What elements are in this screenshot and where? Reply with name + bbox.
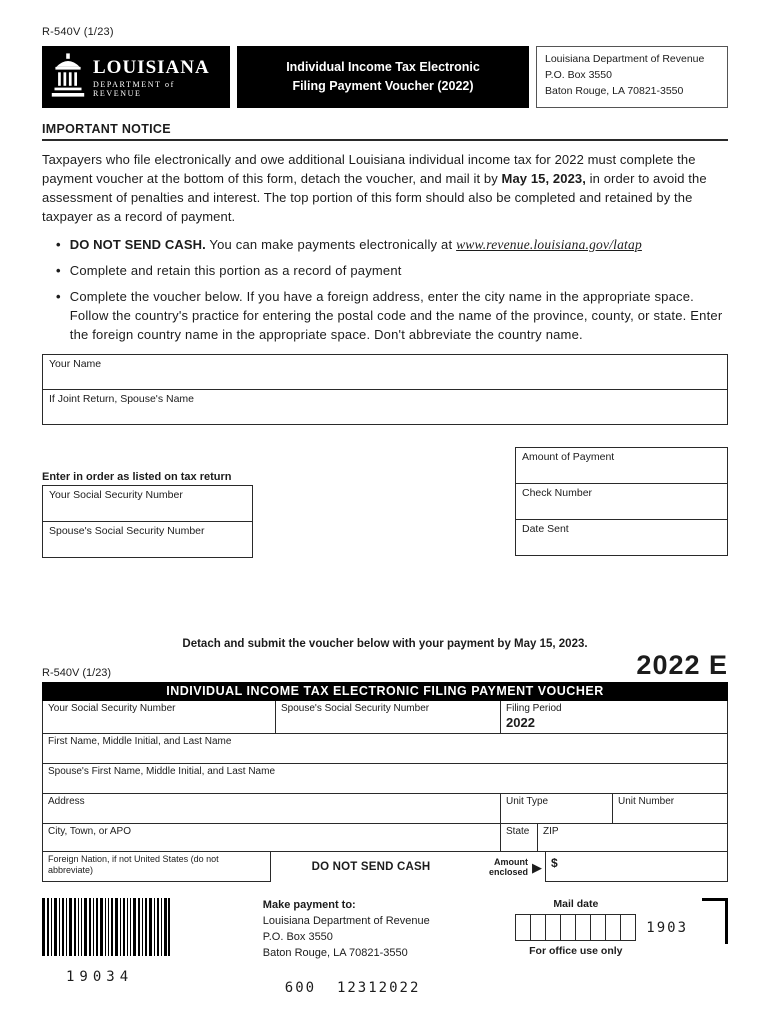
voucher-spouse-ssn-label: Spouse's Social Security Number xyxy=(281,703,430,714)
agency-address-line2: P.O. Box 3550 xyxy=(545,68,612,81)
unit-number-label: Unit Number xyxy=(618,796,675,807)
payment-record-column xyxy=(515,447,728,558)
voucher-row-city xyxy=(43,824,727,852)
mail-date-cell[interactable] xyxy=(590,914,606,941)
bullet-complete-voucher xyxy=(56,287,728,344)
spouse-first-name-label: Spouse's First Name, Middle Initial, and Last Name xyxy=(48,766,276,777)
office-use-label: For office use only xyxy=(529,945,623,957)
mail-date-cell[interactable] xyxy=(605,914,621,941)
mail-date-cell[interactable] xyxy=(560,914,576,941)
voucher-footer xyxy=(42,898,728,998)
first-name-field[interactable] xyxy=(43,734,727,764)
bullet-3-text: • Complete the voucher below. If you have a foreign address, enter the city name in the appropriate space. Follow the country's practice for entering the postal code and the name of the province, county, or state. Enter the foreign country name in the appropriate space. Don't abbreviate the country name. xyxy=(69,289,723,342)
mail-date-boxes xyxy=(505,914,646,941)
state-field[interactable] xyxy=(501,824,538,852)
address-field[interactable] xyxy=(43,794,501,824)
spouse-ssn-label: Spouse's Social Security Number xyxy=(49,525,205,537)
mail-date-block xyxy=(505,898,646,957)
notice-due-date: May 15, 2023, xyxy=(501,171,586,186)
spouse-name-field[interactable] xyxy=(42,389,728,425)
important-notice-heading: IMPORTANT NOTICE xyxy=(42,122,171,136)
logo-text xyxy=(93,57,222,98)
dollar-sign: $ xyxy=(551,856,558,870)
payee-line2: P.O. Box 3550 xyxy=(262,930,333,943)
record-mid-section xyxy=(42,447,728,558)
city-field[interactable] xyxy=(43,824,501,852)
form-title-line1: Individual Income Tax Electronic xyxy=(286,59,480,74)
filing-period-label: Filing Period xyxy=(506,703,562,714)
voucher-row-foreign-amount xyxy=(43,852,727,882)
agency-address-box xyxy=(536,46,728,108)
check-number-field[interactable] xyxy=(515,483,728,520)
do-not-send-cash-note xyxy=(271,852,471,882)
bullet-1-rest: You can make payments electronically at xyxy=(205,237,457,252)
spouse-ssn-field[interactable] xyxy=(42,521,253,558)
voucher-form-number: R-540V (1/23) xyxy=(42,667,112,679)
mail-date-cell[interactable] xyxy=(545,914,561,941)
your-name-label: Your Name xyxy=(49,358,102,370)
zip-label: ZIP xyxy=(543,826,559,837)
make-payment-label: Make payment to: xyxy=(262,899,356,911)
agency-address-line1: Louisiana Department of Revenue xyxy=(545,53,705,65)
detach-instruction: Detach and submit the voucher below with your payment by May 15, 2023. xyxy=(182,638,588,650)
mail-date-cell[interactable] xyxy=(515,914,531,941)
instruction-bullets xyxy=(56,235,728,344)
voucher-row-address xyxy=(43,794,727,824)
voucher-table xyxy=(42,701,728,882)
notice-text-post: in order to avoid the assessment of penalties and interest. The top portion of this form should also be completed and retained by the taxpayer as a record of payment. xyxy=(42,171,707,224)
date-sent-field[interactable] xyxy=(515,519,728,556)
logo-subtitle: DEPARTMENT of REVENUE xyxy=(93,79,175,98)
voucher-year-code: 2022 E xyxy=(636,650,728,680)
order-note: Enter in order as listed on tax return xyxy=(42,471,232,483)
unit-type-field[interactable] xyxy=(501,794,613,824)
address-label: Address xyxy=(48,796,85,807)
registration-corner-mark xyxy=(702,898,728,944)
latap-url-link: www.revenue.louisiana.gov/latap xyxy=(456,237,642,252)
filing-period-field[interactable] xyxy=(501,701,727,734)
amount-of-payment-label: Amount of Payment xyxy=(522,451,615,463)
voucher-row-spouse-name xyxy=(43,764,727,794)
voucher-your-ssn-field[interactable] xyxy=(43,701,276,734)
check-number-label: Check Number xyxy=(522,487,593,499)
notice-text-pre: Taxpayers who file electronically and owe additional Louisiana individual income tax for 2022 must complete the payment voucher at the bottom of this form, detach the voucher, and mail it by xyxy=(42,152,696,186)
unit-number-field[interactable] xyxy=(613,794,727,824)
mail-date-cell[interactable] xyxy=(620,914,636,941)
louisiana-dor-logo xyxy=(42,46,230,108)
payee-line1: Louisiana Department of Revenue xyxy=(262,914,430,927)
foreign-nation-field[interactable] xyxy=(43,852,271,882)
amount-of-payment-field[interactable] xyxy=(515,447,728,484)
voucher-spouse-ssn-field[interactable] xyxy=(276,701,501,734)
ssn-column xyxy=(42,447,253,558)
unit-type-label: Unit Type xyxy=(506,796,549,807)
amount-enclosed-field[interactable] xyxy=(545,852,727,882)
corner-code-block xyxy=(646,898,728,944)
form-header xyxy=(42,46,728,108)
payee-line3: Baton Rouge, LA 70821-3550 xyxy=(262,946,408,959)
city-label: City, Town, or APO xyxy=(48,826,131,837)
amount-enclosed-label: Amount enclosed xyxy=(488,856,528,877)
spouse-first-name-field[interactable] xyxy=(43,764,727,794)
voucher-your-ssn-label: Your Social Security Number xyxy=(48,703,176,714)
bullet-1-bold: DO NOT SEND CASH. xyxy=(69,237,206,252)
louisiana-capitol-icon xyxy=(50,51,86,104)
voucher-title-bar: INDIVIDUAL INCOME TAX ELECTRONIC FILING PAYMENT VOUCHER xyxy=(42,682,728,701)
voucher-row-name xyxy=(43,734,727,764)
filing-period-value: 2022 xyxy=(506,715,535,730)
barcode-block xyxy=(42,898,185,985)
logo-name: LOUISIANA xyxy=(93,56,210,78)
date-sent-label: Date Sent xyxy=(522,523,569,535)
bullet-1-text xyxy=(70,235,642,254)
mail-date-cell[interactable] xyxy=(575,914,591,941)
your-name-field[interactable] xyxy=(42,354,728,390)
spouse-name-label: If Joint Return, Spouse's Name xyxy=(49,393,194,405)
corner-code: 1903 xyxy=(646,920,688,936)
notice-paragraph xyxy=(42,150,728,226)
mail-date-cell[interactable] xyxy=(530,914,546,941)
mail-date-label: Mail date xyxy=(553,898,599,910)
heading-rule xyxy=(42,139,728,141)
your-ssn-label: Your Social Security Number xyxy=(49,489,183,501)
agency-address-line3: Baton Rouge, LA 70821-3550 xyxy=(545,84,684,97)
state-label: State xyxy=(506,826,530,837)
form-title-banner xyxy=(237,46,529,108)
your-ssn-field[interactable] xyxy=(42,485,253,522)
bullet-2-text: • Complete and retain this portion as a record of payment xyxy=(69,263,402,278)
barcode-value: 19034 xyxy=(66,969,134,985)
zip-field[interactable] xyxy=(538,824,727,852)
amount-enclosed-label-cell xyxy=(471,852,545,882)
scanline-code: 600 12312022 xyxy=(284,979,421,996)
arrow-right-icon: ▶ xyxy=(532,859,542,875)
make-payment-block xyxy=(263,898,456,998)
form-number: R-540V (1/23) xyxy=(42,26,114,38)
first-name-label: First Name, Middle Initial, and Last Name xyxy=(48,736,232,747)
barcode-icon xyxy=(42,943,170,960)
form-title-line2: Filing Payment Voucher (2022) xyxy=(292,79,474,93)
foreign-nation-label: Foreign Nation, if not United States (do not abbreviate) xyxy=(48,854,219,876)
voucher-row-ssn xyxy=(43,701,727,734)
bullet-do-not-send-cash xyxy=(56,235,728,254)
do-not-send-cash-text: DO NOT SEND CASH xyxy=(311,861,431,873)
voucher-header xyxy=(42,652,728,679)
bullet-retain-portion xyxy=(56,261,728,280)
